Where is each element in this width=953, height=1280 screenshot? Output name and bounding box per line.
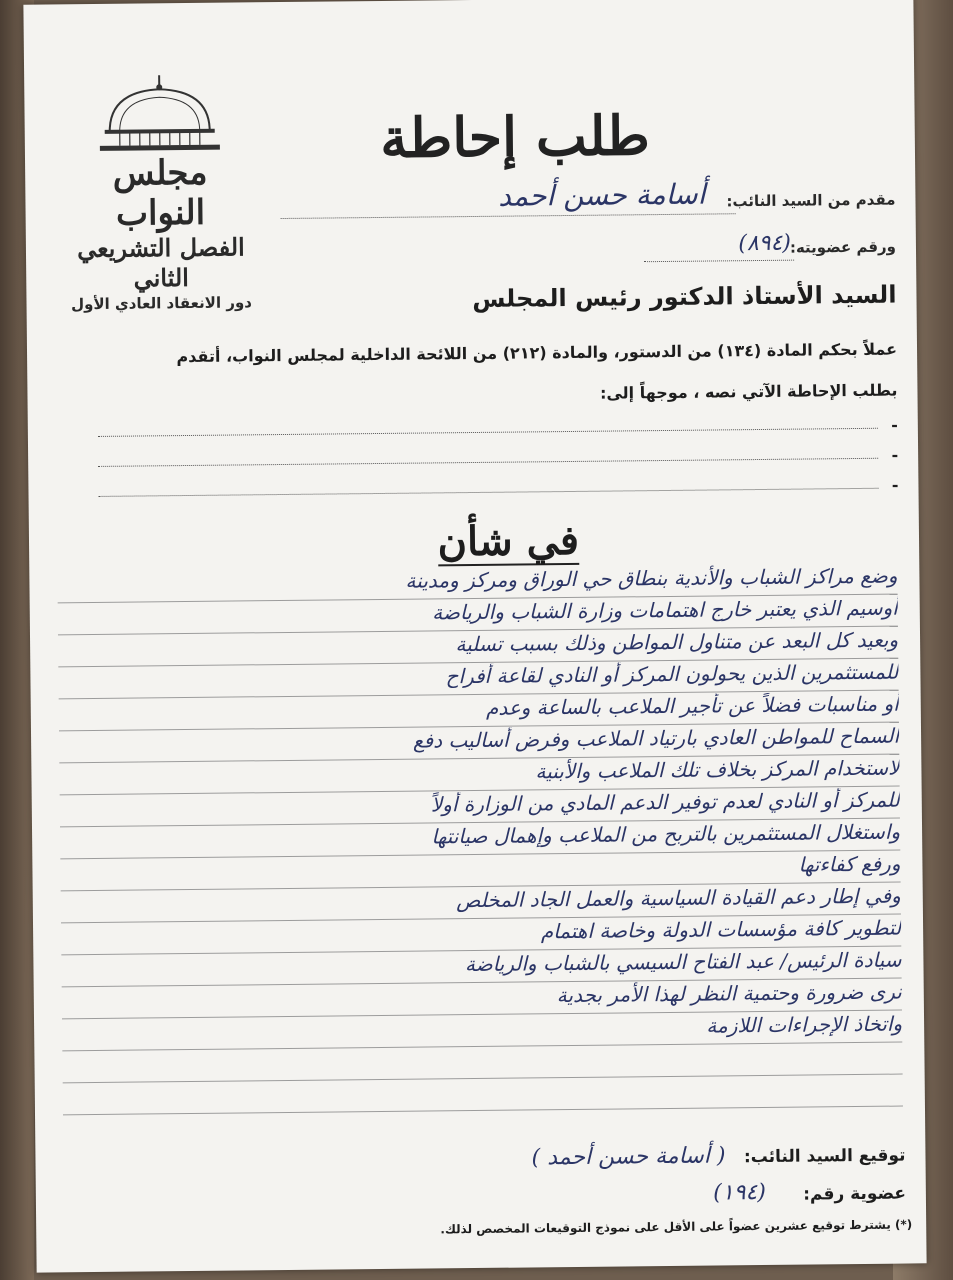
membership-label: ورقم عضويته: <box>789 237 897 257</box>
handwritten-line: ورفع كفاءتها <box>798 851 901 877</box>
submitted-by-label: مقدم من السيد النائب: <box>726 190 896 211</box>
handwritten-line: السماح للمواطن العادي بارتياد الملاعب وفرض أساليب دفع <box>412 723 900 753</box>
submitted-by-value: أسامة حسن أحمد <box>498 177 706 213</box>
recipient-line-2 <box>98 458 878 467</box>
dome-icon <box>84 72 235 154</box>
handwritten-line: واتخاذ الإجراءات اللازمة <box>706 1011 903 1038</box>
handwritten-line: لتطوير كافة مؤسسات الدولة وخاصة اهتمام <box>540 915 902 944</box>
ruled-line <box>63 1106 903 1116</box>
recipient-bullet-1: - <box>891 415 898 435</box>
handwritten-line: واستغلال المستثمرين بالتربح من الملاعب وإهمال صيانتها <box>431 819 901 849</box>
member-number-label: عضوية رقم: <box>803 1183 906 1205</box>
logo-line-3: دور الانعقاد العادي الأول <box>71 293 253 314</box>
handwritten-line: سيادة الرئيس/ عبد الفتاح السيسي بالشباب والرياضة <box>464 947 902 977</box>
handwritten-line: نرى ضرورة وحتمية النظر لهذا الأمر بجدية <box>556 979 902 1008</box>
signature-label: توقيع السيد النائب: <box>743 1145 906 1168</box>
handwritten-line: وبعيد كل البعد عن متناول المواطن وذلك بسبب تسلية <box>455 627 899 657</box>
page-title: طلب إحاطة <box>380 103 651 170</box>
ruled-line <box>63 1074 903 1084</box>
section-title: في شأن <box>437 516 580 566</box>
handwritten-line: أوسيم الذي يعتبر خارج اهتمامات وزارة الشباب والرياضة <box>432 595 898 625</box>
handwritten-line: وضع مراكز الشباب والأندية بنطاق حي الوراق ومركز ومدينة <box>405 563 898 593</box>
footnote: (*) يشترط توقيع عشرين عضواً على الأقل على نموذج التوقيعات المخصص لذلك. <box>440 1217 913 1237</box>
intro-line-2: بطلب الإحاطة الآتي نصه ، موجهاً إلى: <box>599 380 898 403</box>
signature-value: ( أسامة حسن أحمد ) <box>531 1143 726 1171</box>
handwritten-line: للمركز أو النادي لعدم توفير الدعم المادي من الوزارة أولاً <box>430 787 900 817</box>
handwritten-line: للمستثمرين الذين يحولون المركز أو النادي لقاعة أفراح <box>445 659 899 689</box>
parliament-logo <box>64 72 257 314</box>
membership-value: (٨٩٤) <box>738 230 792 257</box>
handwritten-line: أو مناسبات فضلاً عن تأجير الملاعب بالساعة وعدم <box>485 691 899 720</box>
recipient-line-3 <box>99 488 879 497</box>
logo-line-2: الفصل التشريعي الثاني <box>76 232 245 293</box>
recipient-bullet-2: - <box>891 445 899 465</box>
submitted-by-line <box>281 213 736 219</box>
member-number-value: (١٩٤) <box>713 1179 766 1206</box>
recipient-line-1 <box>98 428 878 437</box>
logo-line-1: مجلس النواب <box>112 152 208 234</box>
recipient-bullet-3: - <box>891 475 899 495</box>
membership-line <box>644 260 794 263</box>
handwritten-line: وفي إطار دعم القيادة السياسية والعمل الجاد المخلص <box>455 883 901 913</box>
addressee: السيد الأستاذ الدكتور رئيس المجلس <box>472 280 897 314</box>
handwritten-line: لاستخدام المركز بخلاف تلك الملاعب والأبنية <box>535 755 900 784</box>
document-sheet <box>23 0 926 1273</box>
intro-line-1: عملاً بحكم المادة (١٣٤) من الدستور، والمادة (٢١٢) من اللائحة الداخلية لمجلس النواب، أتقدم <box>176 339 898 367</box>
